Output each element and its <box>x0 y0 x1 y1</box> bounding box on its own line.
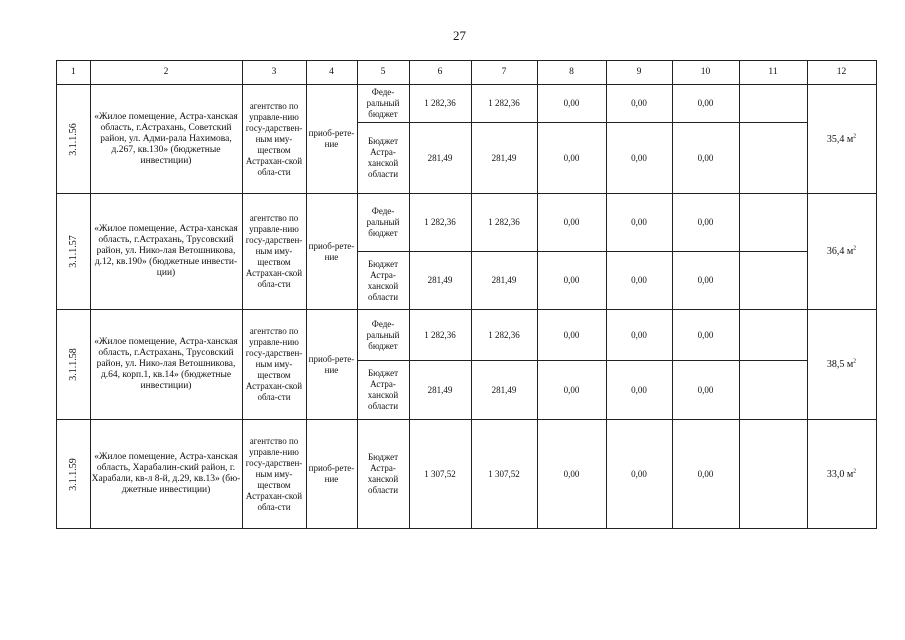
value-col11 <box>739 310 807 361</box>
value-col8: 0,00 <box>537 310 606 361</box>
header-cell: 4 <box>306 61 357 85</box>
header-cell: 6 <box>409 61 471 85</box>
responsible-agency: агентство по управле-нию госу-дарствен-ным иму-ществом Астрахан-ской обла-сти <box>242 194 306 310</box>
value-col8: 0,00 <box>537 123 606 194</box>
value-col6: 1 282,36 <box>409 85 471 123</box>
investment-table <box>56 60 877 529</box>
value-col9: 0,00 <box>606 310 672 361</box>
acquisition-method: приоб-рете-ние <box>306 85 357 194</box>
header-cell: 11 <box>739 61 807 85</box>
area-value: 35,4 <box>826 133 845 145</box>
object-description: «Жилое помещение, Астра-ханская область, г.Астрахань, Трусовский район, ул. Нико-лая Ветошникова, д.64, корп.1, кв.14» (бюджетные инвестиции) <box>90 310 242 420</box>
value-col11 <box>739 361 807 420</box>
value-col8: 0,00 <box>537 420 606 529</box>
value-col10: 0,00 <box>672 420 739 529</box>
area-unit: м <box>846 359 854 370</box>
value-col10: 0,00 <box>672 361 739 420</box>
table-row <box>57 85 877 123</box>
area-unit: м <box>846 246 854 257</box>
value-col11 <box>739 123 807 194</box>
value-col9: 0,00 <box>606 85 672 123</box>
value-col8: 0,00 <box>537 252 606 310</box>
funding-source: Бюджет Астра-ханской области <box>357 420 409 529</box>
table-row <box>57 194 877 252</box>
object-description: «Жилое помещение, Астра-ханская область, г.Астрахань, Советский район, ул. Адми-рала Нахимова, д.267, кв.130» (бюджетные инвестиции) <box>90 85 242 194</box>
value-col7: 281,49 <box>471 361 537 420</box>
area-cell <box>807 194 876 310</box>
value-col6: 281,49 <box>409 361 471 420</box>
object-description: «Жилое помещение, Астра-ханская область, г.Астрахань, Трусовский район, ул. Нико-лая Ветошникова, д.12, кв.190» (бюджетные инвести-ции) <box>90 194 242 310</box>
area-exponent: 2 <box>853 358 857 365</box>
acquisition-method: приоб-рете-ние <box>306 310 357 420</box>
area-value: 33,0 <box>826 468 845 480</box>
value-col10: 0,00 <box>672 123 739 194</box>
value-col8: 0,00 <box>537 194 606 252</box>
value-col8: 0,00 <box>537 361 606 420</box>
value-col7: 281,49 <box>471 252 537 310</box>
funding-source: Бюджет Астра-ханской области <box>357 123 409 194</box>
funding-source: Бюджет Астра-ханской области <box>357 361 409 420</box>
value-col8: 0,00 <box>537 85 606 123</box>
funding-source: Феде-ральный бюджет <box>357 85 409 123</box>
header-cell: 2 <box>90 61 242 85</box>
value-col6: 281,49 <box>409 123 471 194</box>
row-id-cell <box>57 194 91 310</box>
header-cell: 3 <box>242 61 306 85</box>
header-cell: 12 <box>807 61 876 85</box>
table-row <box>57 310 877 361</box>
header-cell: 9 <box>606 61 672 85</box>
funding-source: Бюджет Астра-ханской области <box>357 252 409 310</box>
responsible-agency: агентство по управле-нию госу-дарствен-ным иму-ществом Астрахан-ской обла-сти <box>242 85 306 194</box>
value-col9: 0,00 <box>606 361 672 420</box>
value-col9: 0,00 <box>606 420 672 529</box>
header-cell: 1 <box>57 61 91 85</box>
value-col11 <box>739 85 807 123</box>
row-id-cell <box>57 85 91 194</box>
value-col10: 0,00 <box>672 252 739 310</box>
value-col10: 0,00 <box>672 310 739 361</box>
header-cell: 8 <box>537 61 606 85</box>
header-cell: 10 <box>672 61 739 85</box>
header-row <box>57 61 877 85</box>
row-id: 3.1.1.57 <box>67 235 79 268</box>
value-col7: 1 307,52 <box>471 420 537 529</box>
area-cell <box>807 420 876 529</box>
area-cell <box>807 85 876 194</box>
value-col10: 0,00 <box>672 85 739 123</box>
acquisition-method: приоб-рете-ние <box>306 420 357 529</box>
acquisition-method: приоб-рете-ние <box>306 194 357 310</box>
value-col9: 0,00 <box>606 123 672 194</box>
funding-source: Феде-ральный бюджет <box>357 310 409 361</box>
value-col7: 1 282,36 <box>471 85 537 123</box>
row-id: 3.1.1.56 <box>67 122 79 156</box>
value-col6: 281,49 <box>409 252 471 310</box>
row-id: 3.1.1.58 <box>67 348 79 381</box>
value-col11 <box>739 252 807 310</box>
table-row <box>57 420 877 529</box>
responsible-agency: агентство по управле-нию госу-дарствен-ным иму-ществом Астрахан-ской обла-сти <box>242 310 306 420</box>
header-cell: 5 <box>357 61 409 85</box>
area-exponent: 2 <box>853 468 857 475</box>
row-id-cell <box>57 310 91 420</box>
value-col10: 0,00 <box>672 194 739 252</box>
value-col6: 1 307,52 <box>409 420 471 529</box>
area-exponent: 2 <box>853 245 857 252</box>
value-col9: 0,00 <box>606 194 672 252</box>
object-description: «Жилое помещение, Астра-ханская область, Харабалин-ский район, г. Харабали, кв-л 8-й, д.29, кв.13» (бю-джетные инвестиции) <box>90 420 242 529</box>
funding-source: Феде-ральный бюджет <box>357 194 409 252</box>
area-unit: м <box>846 133 854 145</box>
area-unit: м <box>846 468 854 480</box>
value-col7: 1 282,36 <box>471 310 537 361</box>
value-col9: 0,00 <box>606 252 672 310</box>
value-col6: 1 282,36 <box>409 194 471 252</box>
row-id-cell <box>57 420 91 529</box>
value-col11 <box>739 194 807 252</box>
value-col6: 1 282,36 <box>409 310 471 361</box>
area-value: 36,4 <box>826 246 845 257</box>
area-cell <box>807 310 876 420</box>
area-value: 38,5 <box>826 359 845 370</box>
header-cell: 7 <box>471 61 537 85</box>
area-exponent: 2 <box>853 133 857 140</box>
value-col11 <box>739 420 807 529</box>
value-col7: 1 282,36 <box>471 194 537 252</box>
page-number: 27 <box>453 28 466 43</box>
row-id: 3.1.1.59 <box>67 457 79 491</box>
responsible-agency: агентство по управле-нию госу-дарствен-ным иму-ществом Астрахан-ской обла-сти <box>242 420 306 529</box>
value-col7: 281,49 <box>471 123 537 194</box>
